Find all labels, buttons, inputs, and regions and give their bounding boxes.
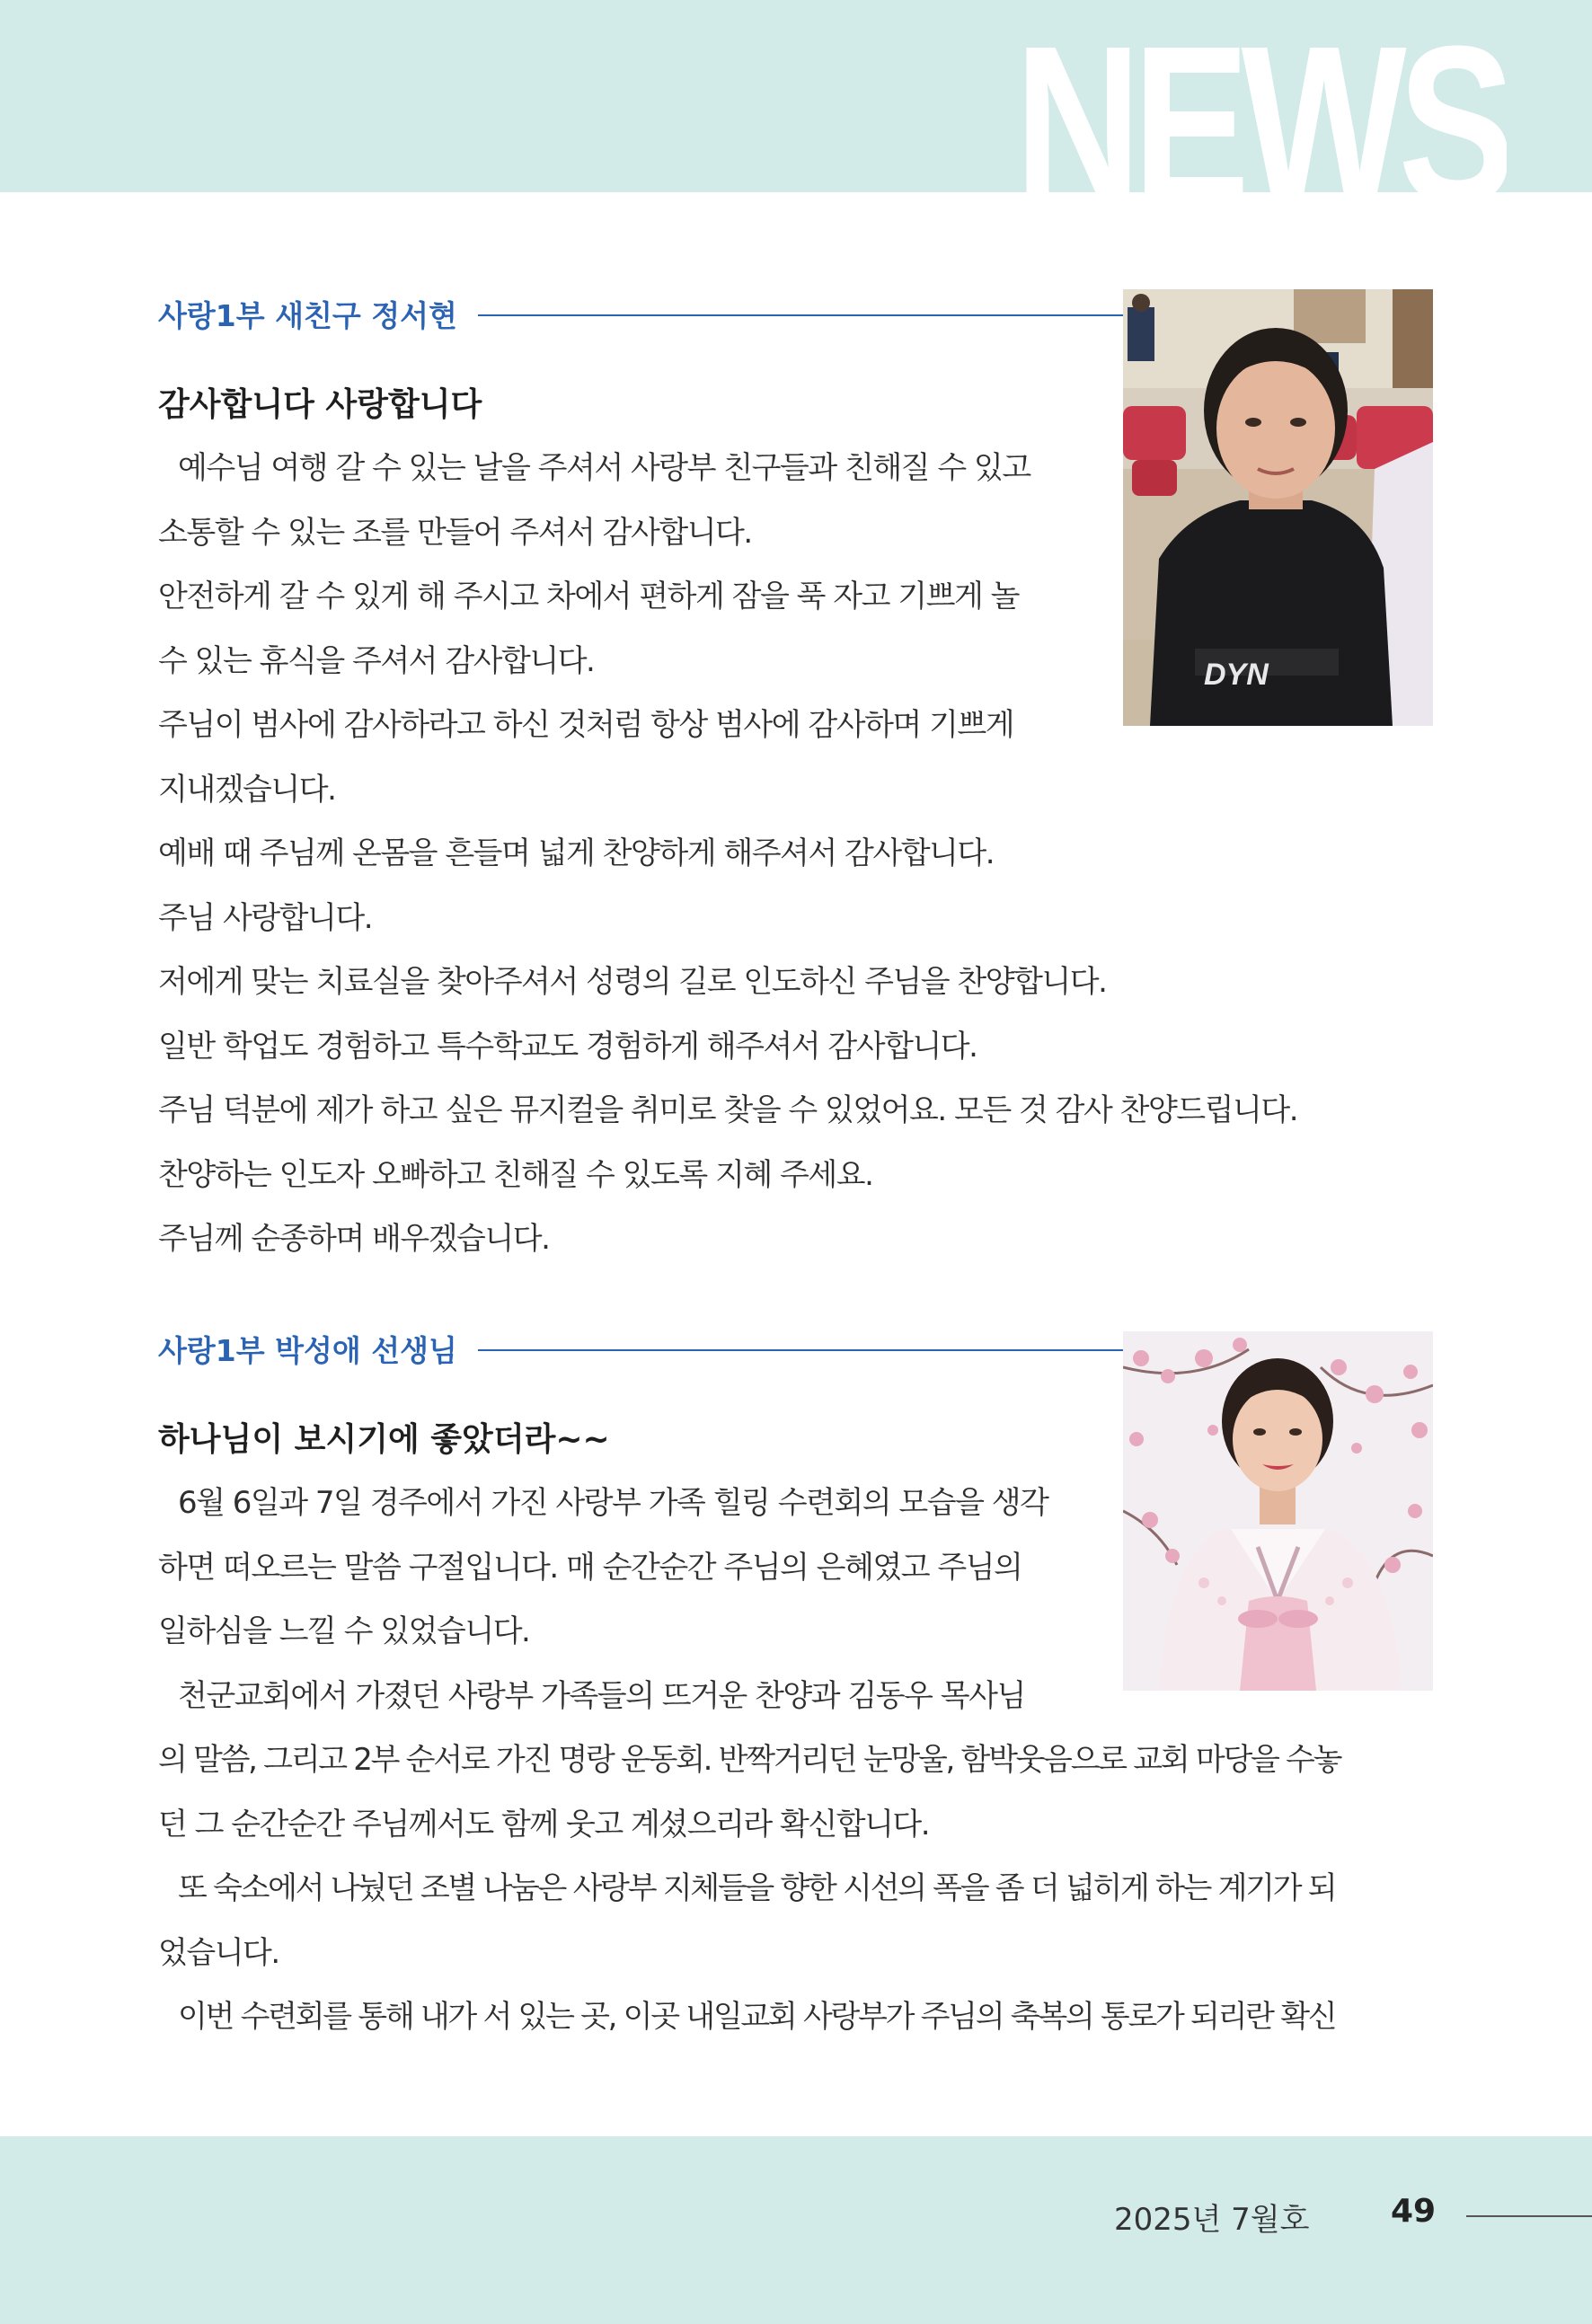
body-line: 소통할 수 있는 조를 만들어 주셔서 감사합니다. <box>158 514 752 551</box>
body-line: 주님이 범사에 감사하라고 하신 것처럼 항상 범사에 감사하며 기쁘게 <box>158 707 1014 743</box>
body-line: 주님 덕분에 제가 하고 싶은 뮤지컬을 취미로 찾을 수 있었어요. 모든 것 감사 찬양드립니다. <box>158 1092 1297 1128</box>
body-line: 천군교회에서 가졌던 사랑부 가족들의 뜨거운 찬양과 김동우 목사님 <box>178 1677 1025 1714</box>
body-line: 지내겠습니다. <box>158 771 336 808</box>
student-photo <box>1123 289 1433 726</box>
body-line: 의 말씀, 그리고 2부 순서로 가진 명랑 운동회. 반짝거리던 눈망울, 함박웃음으로 교회 마당을 수놓 <box>158 1742 1341 1778</box>
article-headline: 감사합니다 사랑합니다 <box>158 386 482 423</box>
author-byline: 사랑1부 박성애 선생님 <box>158 1333 457 1368</box>
body-line: 예수님 여행 갈 수 있는 날을 주셔서 사랑부 친구들과 친해질 수 있고 <box>178 450 1030 486</box>
header-rule <box>478 1349 1123 1351</box>
body-line: 안전하게 갈 수 있게 해 주시고 차에서 편하게 잠을 푹 자고 기쁘게 놀 <box>158 579 1019 614</box>
body-line: 또 숙소에서 나눴던 조별 나눔은 사랑부 지체들을 향한 시선의 폭을 좀 더 넓히게 하는 계기가 되 <box>178 1870 1336 1906</box>
body-line: 찬양하는 인도자 오빠하고 친해질 수 있도록 지혜 주세요. <box>158 1156 873 1193</box>
article-header <box>158 286 1123 340</box>
body-line: 이번 수련회를 통해 내가 서 있는 곳, 이곳 내일교회 사랑부가 주님의 축복의 통로가 되리란 확신 <box>178 1999 1336 2035</box>
header-rule <box>478 314 1123 316</box>
article-header <box>158 1321 1123 1374</box>
body-line: 주님 사랑합니다. <box>158 899 373 936</box>
body-line: 일반 학업도 경험하고 특수학교도 경험하게 해주셔서 감사합니다. <box>158 1028 977 1065</box>
author-byline: 사랑1부 새친구 정서현 <box>158 298 457 333</box>
body-line: 하면 떠오르는 말씀 구절입니다. 매 순간순간 주님의 은혜였고 주님의 <box>158 1549 1022 1586</box>
body-line: 수 있는 휴식을 주셔서 감사합니다. <box>158 642 595 679</box>
news-title: NEWS <box>1014 13 1507 205</box>
body-line: 주님께 순종하며 배우겠습니다. <box>158 1221 550 1257</box>
body-line: 예배 때 주님께 온몸을 흔들며 넓게 찬양하게 해주셔서 감사합니다. <box>158 835 995 871</box>
issue-label: 2025년 7월호 <box>1114 2202 1310 2238</box>
body-line: 었습니다. <box>158 1934 279 1971</box>
footer-rule <box>1466 2215 1592 2217</box>
svg-text:DYN: DYN <box>1204 658 1269 692</box>
article-headline: 하나님이 보시기에 좋았더라~~ <box>158 1421 610 1458</box>
teacher-photo <box>1123 1331 1433 1691</box>
body-line: 저에게 맞는 치료실을 찾아주셔서 성령의 길로 인도하신 주님을 찬양합니다. <box>158 964 1107 1000</box>
body-line: 6월 6일과 7일 경주에서 가진 사랑부 가족 힐링 수련회의 모습을 생각 <box>178 1485 1048 1521</box>
body-line: 던 그 순간순간 주님께서도 함께 웃고 계셨으리라 확신합니다. <box>158 1806 930 1842</box>
body-line: 일하심을 느낄 수 있었습니다. <box>158 1613 530 1649</box>
page-number: 49 <box>1391 2193 1437 2230</box>
bottom-band <box>0 2136 1592 2324</box>
